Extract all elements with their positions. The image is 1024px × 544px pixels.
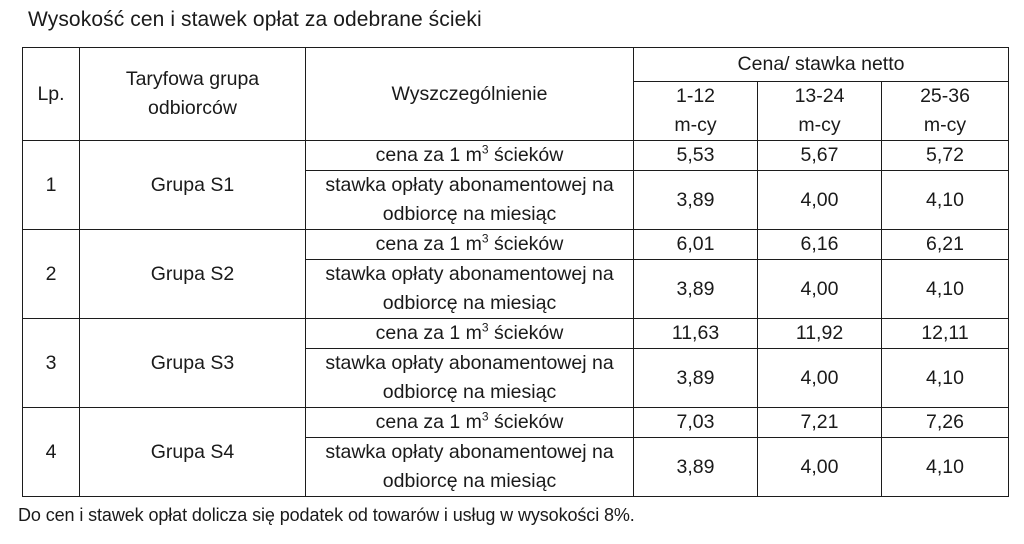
- fee-label: stawka opłaty abonamentowej na odbiorcę na miesiąc: [306, 349, 634, 408]
- table-row: [23, 141, 1009, 171]
- fee-value: 4,10: [882, 171, 1009, 230]
- fee-value: 4,00: [758, 260, 882, 319]
- fee-value: 3,89: [634, 349, 758, 408]
- fee-value: 4,00: [758, 171, 882, 230]
- row-group: Grupa S3: [80, 319, 306, 408]
- row-lp: 3: [23, 319, 80, 408]
- price-label: cena za 1 $m^3$ ścieków: [306, 230, 634, 260]
- fee-value: 3,89: [634, 438, 758, 497]
- fee-value: 4,10: [882, 260, 1009, 319]
- header-spec: Wyszczególnienie: [306, 48, 634, 141]
- table-row: [23, 230, 1009, 260]
- price-value: 5,53: [634, 141, 758, 171]
- fee-label: stawka opłaty abonamentowej na odbiorcę na miesiąc: [306, 171, 634, 230]
- header-period-1: 1-12 m-cy: [634, 82, 758, 141]
- price-label: cena za 1 $m^3$ ścieków: [306, 141, 634, 171]
- price-value: 6,01: [634, 230, 758, 260]
- fee-value: 4,00: [758, 349, 882, 408]
- price-label: cena za 1 $m^3$ ścieków: [306, 408, 634, 438]
- fee-value: 4,10: [882, 438, 1009, 497]
- header-period-2: 13-24 m-cy: [758, 82, 882, 141]
- table-row: [23, 408, 1009, 438]
- fee-label: stawka opłaty abonamentowej na odbiorcę na miesiąc: [306, 260, 634, 319]
- table-row: [23, 319, 1009, 349]
- price-value: 6,21: [882, 230, 1009, 260]
- row-lp: 1: [23, 141, 80, 230]
- price-value: 12,11: [882, 319, 1009, 349]
- fee-value: 4,00: [758, 438, 882, 497]
- header-period-3: 25-36 m-cy: [882, 82, 1009, 141]
- header-price: Cena/ stawka netto: [634, 48, 1009, 82]
- header-row-top: [23, 48, 1009, 82]
- row-lp: 2: [23, 230, 80, 319]
- row-group: Grupa S1: [80, 141, 306, 230]
- fee-value: 4,10: [882, 349, 1009, 408]
- header-lp: Lp.: [23, 48, 80, 141]
- row-group: Grupa S2: [80, 230, 306, 319]
- price-label: cena za 1 $m^3$ ścieków: [306, 319, 634, 349]
- row-lp: 4: [23, 408, 80, 497]
- footnote: Do cen i stawek opłat dolicza się podatek od towarów i usług w wysokości 8%.: [18, 505, 635, 525]
- price-value: 7,21: [758, 408, 882, 438]
- page-title: Wysokość cen i stawek opłat za odebrane ścieki: [28, 8, 482, 31]
- price-value: 5,67: [758, 141, 882, 171]
- price-value: 7,03: [634, 408, 758, 438]
- rates-table: [22, 47, 1009, 497]
- price-value: 7,26: [882, 408, 1009, 438]
- row-group: Grupa S4: [80, 408, 306, 497]
- header-group: Taryfowa grupa odbiorców: [80, 48, 306, 141]
- fee-label: stawka opłaty abonamentowej na odbiorcę na miesiąc: [306, 438, 634, 497]
- price-value: 5,72: [882, 141, 1009, 171]
- price-value: 11,92: [758, 319, 882, 349]
- price-value: 6,16: [758, 230, 882, 260]
- price-value: 11,63: [634, 319, 758, 349]
- fee-value: 3,89: [634, 171, 758, 230]
- fee-value: 3,89: [634, 260, 758, 319]
